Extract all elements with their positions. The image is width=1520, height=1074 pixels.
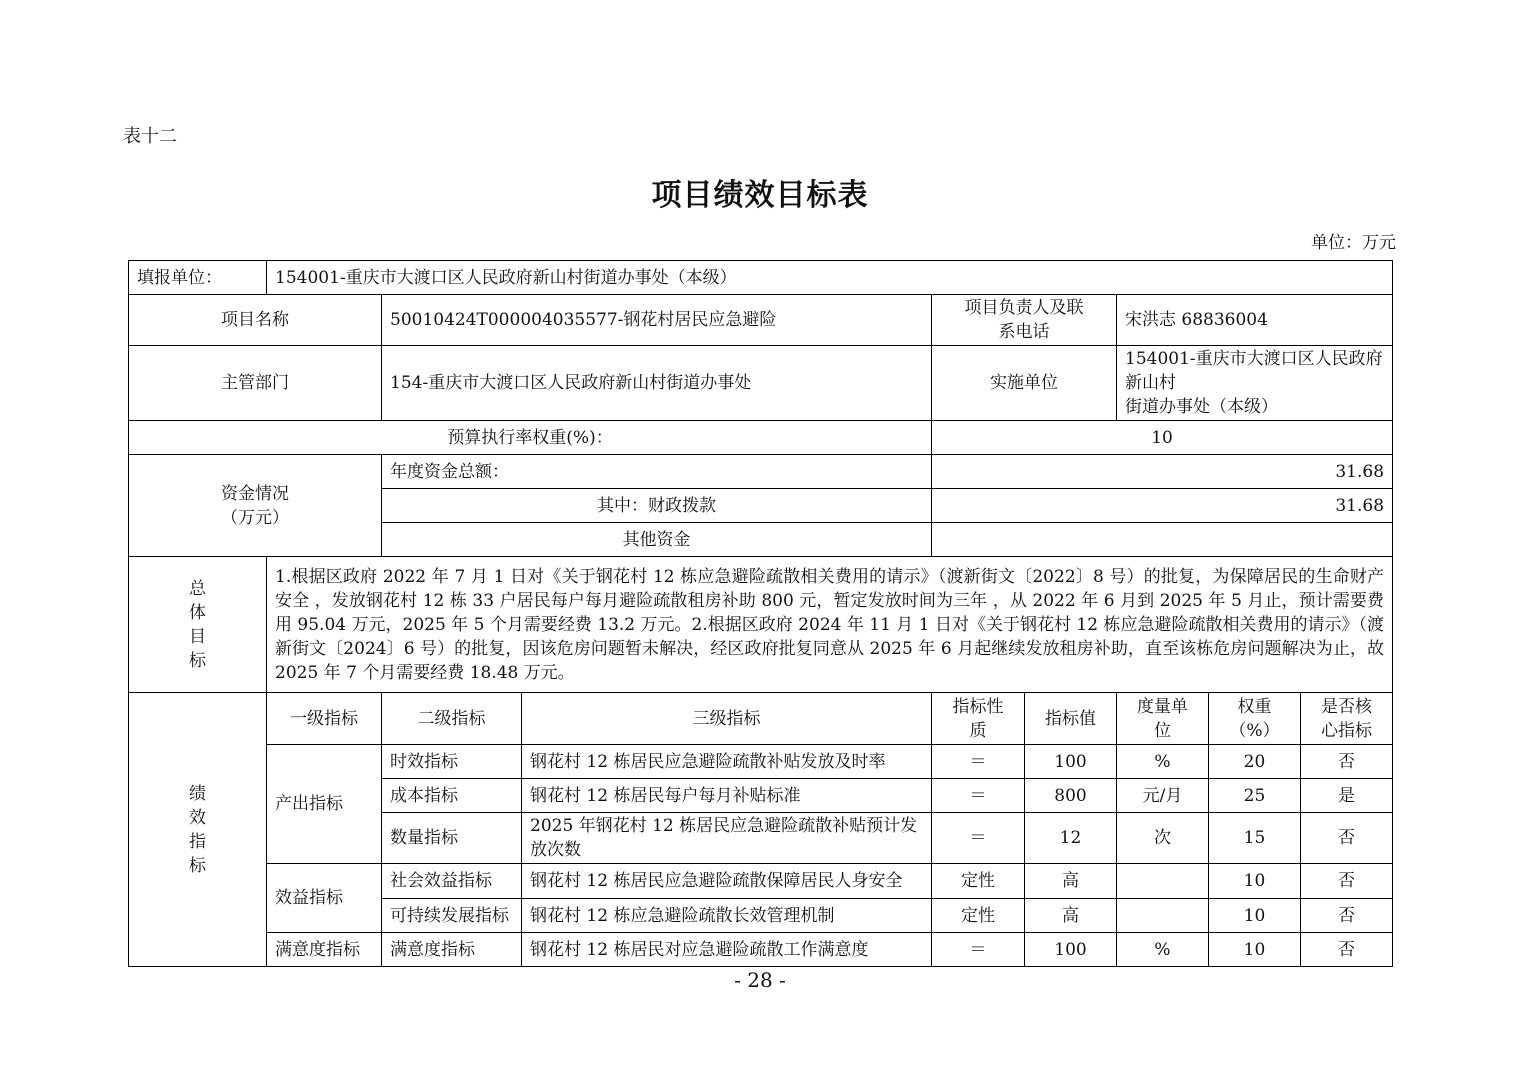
indicator-l2: 社会效益指标 xyxy=(382,864,522,899)
impl-value-line1: 154001-重庆市大渡口区人民政府新山村 xyxy=(1125,349,1383,393)
contact-label xyxy=(932,295,1117,346)
indicator-unit xyxy=(1117,864,1209,899)
indicator-nature: ＝ xyxy=(932,745,1025,779)
indicator-l3: 2025 年钢花村 12 栋居民应急避险疏散补贴预计发放次数 xyxy=(522,813,932,864)
indicators-label-char: 绩 xyxy=(189,783,206,804)
indicator-unit: 次 xyxy=(1117,813,1209,864)
indicator-l3: 钢花村 12 栋居民应急避险疏散保障居民人身安全 xyxy=(522,864,932,899)
objective-row xyxy=(129,557,1393,693)
indicator-value: 100 xyxy=(1025,933,1117,967)
indicators-label-char: 指 xyxy=(189,831,206,852)
indicator-weight: 10 xyxy=(1209,864,1301,899)
indicator-core: 否 xyxy=(1301,864,1393,899)
header-unit-line2: 位 xyxy=(1154,720,1171,741)
header-unit-line1: 度量单 xyxy=(1137,696,1188,717)
table-number: 表十二 xyxy=(123,126,177,147)
indicators-label xyxy=(129,693,267,967)
indicator-weight: 10 xyxy=(1209,899,1301,933)
budget-weight-label: 预算执行率权重(%)： xyxy=(129,421,932,455)
unit-note: 单位：万元 xyxy=(1311,233,1396,253)
funds-other-label: 其他资金 xyxy=(382,523,932,557)
indicator-core: 是 xyxy=(1301,779,1393,813)
indicator-l2: 数量指标 xyxy=(382,813,522,864)
objective-label xyxy=(129,557,267,693)
indicator-value: 12 xyxy=(1025,813,1117,864)
header-unit xyxy=(1117,693,1209,745)
indicator-l3: 钢花村 12 栋居民应急避险疏散补贴发放及时率 xyxy=(522,745,932,779)
project-name-row xyxy=(129,295,1393,346)
indicator-l2: 可持续发展指标 xyxy=(382,899,522,933)
objective-label-char: 目 xyxy=(189,626,206,647)
objective-text: 1.根据区政府 2022 年 7 月 1 日对《关于钢花村 12 栋应急避险疏散相关费用的请示》（渡新街文〔2022〕8 号）的批复，为保障居民的生命财产安全 ，发放钢花村 12 栋 33 户居民每户每月避险疏散租房补助 800 元，暂定发放时间为三年 ，从 2022 年 6 月到 2025 年 5 月止，预计需要费用 95.04 万元，2025 年 5 个月需要经费 13.2 万元。2.根据区政府 2024 年 11 月 1 日对《关于钢花村 12 栋应急避险疏散相关费用的请示》（渡新街文〔2024〕6 号）的批复，因该危房问题暂未解决，经区政府批复同意从 2025 年 6 月起继续发放租房补助，直至该栋危房问题解决为止，故 2025 年 7 个月需要经费 18.48 万元。 xyxy=(267,557,1393,693)
indicator-row xyxy=(129,933,1393,967)
dept-value: 154-重庆市大渡口区人民政府新山村街道办事处 xyxy=(382,346,932,421)
group-benefit: 效益指标 xyxy=(267,864,382,933)
dept-label: 主管部门 xyxy=(129,346,382,421)
funds-total-row xyxy=(129,455,1393,489)
project-name-value: 50010424T000004035577-钢花村居民应急避险 xyxy=(382,295,932,346)
indicator-weight: 20 xyxy=(1209,745,1301,779)
indicator-nature: ＝ xyxy=(932,779,1025,813)
indicator-row xyxy=(129,864,1393,899)
indicator-weight: 25 xyxy=(1209,779,1301,813)
fill-unit-value: 154001-重庆市大渡口区人民政府新山村街道办事处（本级） xyxy=(267,261,1393,295)
indicator-value: 100 xyxy=(1025,745,1117,779)
indicator-nature: 定性 xyxy=(932,899,1025,933)
indicator-nature: ＝ xyxy=(932,933,1025,967)
indicator-unit: 元/月 xyxy=(1117,779,1209,813)
funds-label xyxy=(129,455,382,557)
header-core xyxy=(1301,693,1393,745)
indicator-value: 800 xyxy=(1025,779,1117,813)
indicator-unit: % xyxy=(1117,745,1209,779)
header-core-line2: 心指标 xyxy=(1321,720,1372,741)
header-l3: 三级指标 xyxy=(522,693,932,745)
header-core-line1: 是否核 xyxy=(1321,696,1372,717)
group-satisfaction: 满意度指标 xyxy=(267,933,382,967)
fill-unit-row xyxy=(129,261,1393,295)
header-l1: 一级指标 xyxy=(267,693,382,745)
indicator-nature: ＝ xyxy=(932,813,1025,864)
header-weight: 权重（%） xyxy=(1209,693,1301,745)
group-output: 产出指标 xyxy=(267,745,382,864)
indicator-unit xyxy=(1117,899,1209,933)
indicator-row xyxy=(129,745,1393,779)
indicator-weight: 15 xyxy=(1209,813,1301,864)
funds-label-line1: 资金情况 xyxy=(221,483,289,504)
funds-fiscal-label: 其中：财政拨款 xyxy=(382,489,932,523)
indicator-header-row xyxy=(129,693,1393,745)
indicator-value: 高 xyxy=(1025,899,1117,933)
indicator-core: 否 xyxy=(1301,933,1393,967)
header-nature-line2: 质 xyxy=(969,720,987,741)
contact-value: 宋洪志 68836004 xyxy=(1117,295,1393,346)
indicators-label-char: 标 xyxy=(189,855,206,876)
budget-weight-row xyxy=(129,421,1393,455)
indicator-l2: 满意度指标 xyxy=(382,933,522,967)
objective-label-char: 总 xyxy=(189,578,206,599)
dept-row xyxy=(129,346,1393,421)
indicator-core: 否 xyxy=(1301,745,1393,779)
indicator-core: 否 xyxy=(1301,813,1393,864)
page-number: - 28 - xyxy=(734,968,786,992)
funds-label-line2: （万元） xyxy=(221,507,289,528)
indicator-value: 高 xyxy=(1025,864,1117,899)
project-name-label: 项目名称 xyxy=(129,295,382,346)
indicator-unit: % xyxy=(1117,933,1209,967)
performance-target-table xyxy=(128,260,1393,967)
objective-label-char: 体 xyxy=(189,602,206,623)
funds-total-label: 年度资金总额： xyxy=(382,455,932,489)
objective-label-char: 标 xyxy=(189,650,206,671)
funds-fiscal-value: 31.68 xyxy=(932,489,1393,523)
budget-weight-value: 10 xyxy=(932,421,1393,455)
impl-label: 实施单位 xyxy=(932,346,1117,421)
contact-label-line2: 系电话 xyxy=(998,322,1050,342)
impl-value-line2: 街道办事处（本级） xyxy=(1125,397,1278,417)
fill-unit-label: 填报单位： xyxy=(129,261,267,295)
indicator-l3: 钢花村 12 栋居民对应急避险疏散工作满意度 xyxy=(522,933,932,967)
impl-value xyxy=(1117,346,1393,421)
contact-label-line1: 项目负责人及联 xyxy=(964,298,1084,318)
indicator-l2: 时效指标 xyxy=(382,745,522,779)
indicator-l3: 钢花村 12 栋应急避险疏散长效管理机制 xyxy=(522,899,932,933)
funds-total-value: 31.68 xyxy=(932,455,1393,489)
indicator-core: 否 xyxy=(1301,899,1393,933)
funds-other-value xyxy=(932,523,1393,557)
indicator-weight: 10 xyxy=(1209,933,1301,967)
indicator-l3: 钢花村 12 栋居民每户每月补贴标准 xyxy=(522,779,932,813)
header-l2: 二级指标 xyxy=(382,693,522,745)
indicator-l2: 成本指标 xyxy=(382,779,522,813)
indicator-nature: 定性 xyxy=(932,864,1025,899)
header-nature-line1: 指标性 xyxy=(952,696,1004,717)
header-nature xyxy=(932,693,1025,745)
page-title: 项目绩效目标表 xyxy=(651,178,869,213)
header-value: 指标值 xyxy=(1025,693,1117,745)
indicators-label-char: 效 xyxy=(189,807,206,828)
